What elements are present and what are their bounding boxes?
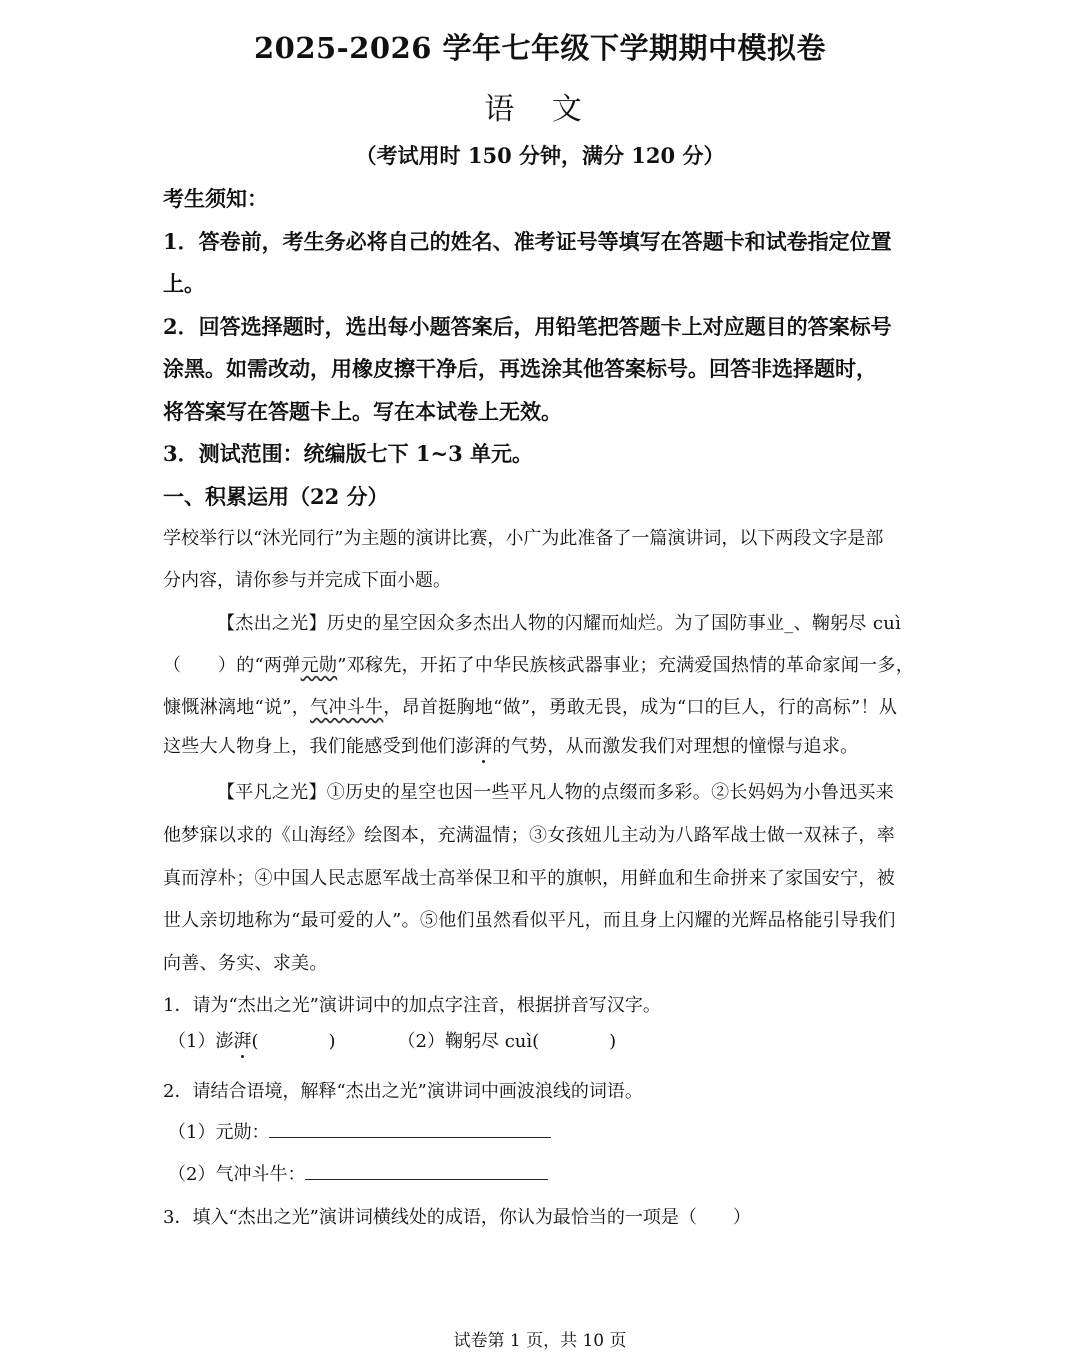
question-3: 3．填入“杰出之光”演讲词横线处的成语，你认为最恰当的一项是（ ） (163, 1207, 751, 1228)
exam-title: 2025-2026 学年七年级下学期期中模拟卷 (253, 31, 827, 65)
subject-title: 语 文 (484, 92, 596, 127)
question-1-parts (168, 1027, 928, 1053)
passage2-line: 他梦寐以求的《山海经》绘图本，充满温情；③女孩妞儿主动为八路军战士做一双袜子，率 (163, 825, 895, 846)
q1-part2-label: （2）鞠躬尽 cuì( (397, 1031, 540, 1052)
notice-line: 上。 (163, 271, 205, 296)
notice-line: 将答案写在答题卡上。写在本试卷上无效。 (163, 399, 562, 424)
section-intro-line: 分内容，请你参与并完成下面小题。 (163, 570, 451, 591)
q2-part2-label: （2）气冲斗牛： (168, 1164, 306, 1185)
q1-part1-label: （1）澎 (168, 1031, 234, 1052)
notice-heading: 考生须知： (163, 186, 268, 211)
exam-duration: （考试用时 150 分钟，满分 120 分） (355, 143, 725, 168)
notice-line: 3．测试范围：统编版七下 1~3 单元。 (163, 441, 534, 466)
q1-part1-open: ( (251, 1031, 259, 1052)
q1-part2-close: ) (609, 1031, 617, 1052)
answer-line-yuanxun[interactable] (269, 1119, 551, 1138)
passage2-line: 向善、务实、求美。 (163, 953, 328, 974)
notice-line: 涂黑。如需改动，用橡皮擦干净后，再选涂其他答案标号。回答非选择题时， (163, 356, 877, 381)
q2-part1-label: （1）元勋： (168, 1122, 270, 1143)
passage1-line (163, 732, 923, 758)
dotted-char: 湃 (233, 1031, 252, 1052)
question-1: 1．请为“杰出之光”演讲词中的加点字注音，根据拼音写汉字。 (163, 995, 661, 1016)
section-intro-line: 学校举行以“沐光同行”为主题的演讲比赛，小广为此准备了一篇演讲词，以下两段文字是部 (163, 528, 884, 549)
passage1-text: 慷慨淋漓地“说”， (163, 697, 311, 718)
passage1-text: ，昂首挺胸地“做”，勇敢无畏，成为“口的巨人，行的高标”！从 (383, 697, 898, 718)
passage1-line (163, 651, 923, 677)
wavy-word-qichongdouniu: 气冲斗牛 (310, 697, 384, 718)
question-2: 2．请结合语境，解释“杰出之光”演讲词中画波浪线的词语。 (163, 1081, 643, 1102)
passage2-line: 世人亲切地称为“最可爱的人”。⑤他们虽然看似平凡，而且身上闪耀的光辉品格能引导我们 (163, 910, 896, 931)
question-2-part1 (168, 1118, 928, 1144)
dotted-char: 湃 (474, 736, 493, 757)
question-2-part2 (168, 1160, 928, 1186)
passage1-text: 的气势，从而激发我们对理想的憧憬与追求。 (492, 736, 859, 757)
notice-line: 2．回答选择题时，选出每小题答案后，用铅笔把答题卡上对应题目的答案标号 (163, 314, 892, 339)
passage1-line: 【杰出之光】历史的星空因众多杰出人物的闪耀而灿烂。为了国防事业_、鞠躬尽 cuì (217, 613, 902, 634)
section-heading: 一、积累运用（22 分） (163, 484, 389, 509)
q1-part1-close: ) (328, 1031, 336, 1052)
passage2-line: 真而淳朴；④中国人民志愿军战士高举保卫和平的旗帜，用鲜血和生命拼来了家国安宁，被 (163, 868, 895, 889)
passage2-line: 【平凡之光】①历史的星空也因一些平凡人物的点缀而多彩。②长妈妈为小鲁迅买来 (217, 782, 895, 803)
notice-line: 1．答卷前，考生务必将自己的姓名、准考证号等填写在答题卡和试卷指定位置 (163, 229, 892, 254)
passage1-text: 这些大人物身上，我们能感受到他们澎 (163, 736, 475, 757)
wavy-word-yuanxun: 元勋 (300, 655, 338, 676)
answer-line-qichongdouniu[interactable] (305, 1161, 548, 1180)
page-footer: 试卷第 1 页，共 10 页 (453, 1331, 627, 1351)
passage1-line (163, 693, 923, 719)
passage1-text: ”邓稼先，开拓了中华民族核武器事业；充满爱国热情的革命家闻一多， (337, 655, 915, 676)
passage1-text: （ ）的“两弹 (163, 655, 301, 676)
